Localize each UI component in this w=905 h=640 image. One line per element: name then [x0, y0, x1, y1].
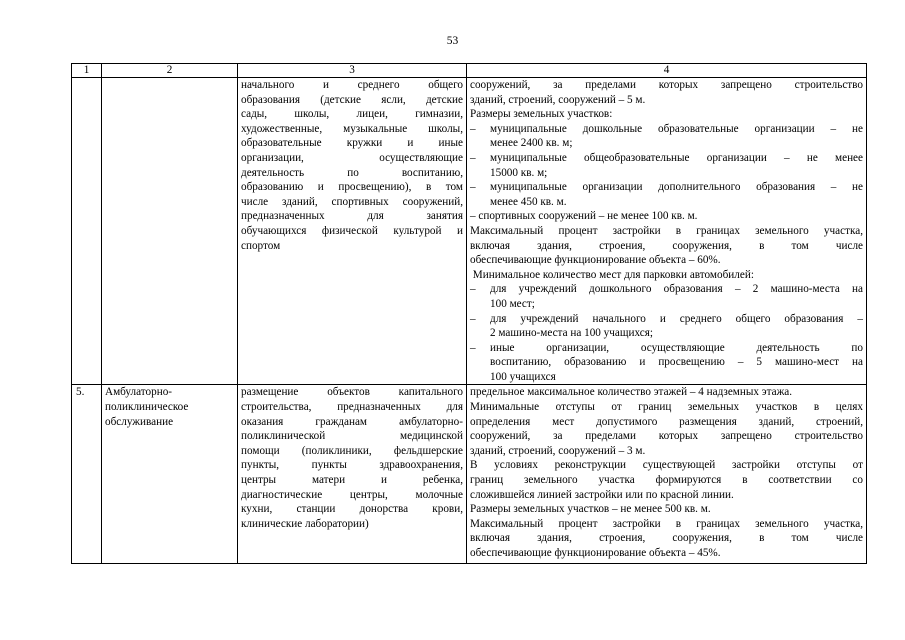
text-line: обслуживание [105, 415, 174, 428]
text-line: организации, осуществляющие [241, 151, 463, 164]
text-line: обеспечивающие функционирование объекта – 45%. [470, 547, 721, 559]
text-line: образования (детские ясли, детские [241, 93, 463, 106]
text-line: зданий, строений, сооружений – 5 м. [470, 93, 646, 106]
text-line: 2 машино-места на 100 учащихся; [490, 327, 653, 340]
text-line: Размеры земельных участков: [470, 108, 613, 121]
text-line: числе зданий, спортивных сооружений, [241, 195, 463, 208]
text-line: зданий, строений, сооружений – 3 м. [470, 444, 646, 457]
text-line: поликлинической медицинской [241, 430, 463, 443]
text-line: обучающихся физической культурой и [241, 224, 463, 237]
parameters-cell [467, 385, 867, 564]
text-line: предназначенных для занятия [241, 210, 463, 223]
text-line: образованию и просвещению), в том [241, 181, 463, 194]
text-line: границ земельного участка формируются в соответствии со [470, 474, 863, 487]
text-line: 100 мест; [490, 297, 535, 310]
table-row [72, 78, 867, 385]
list-item [470, 151, 863, 180]
text-line: предельное максимальное количество этажей – 4 надземных этажа. [470, 386, 793, 399]
text-line: включая здания, строения, сооружения, в том числе [470, 239, 863, 252]
text-line: пункты, пункты здравоохранения, [241, 459, 463, 472]
list-item [470, 312, 863, 341]
table-header-row [72, 64, 867, 78]
list-item-text [490, 180, 863, 209]
list-item [470, 180, 863, 209]
text-line: деятельность по воспитанию, [241, 166, 463, 179]
list-item-text [490, 312, 863, 341]
text-line: художественные, музыкальные школы, [241, 122, 463, 135]
text-line: поликлиническое [105, 401, 189, 414]
text-line: Амбулаторно- [105, 386, 173, 399]
header-cell-4: 4 [467, 64, 867, 78]
text-line: В условиях реконструкции существующей застройки отступы от [470, 459, 863, 472]
text-line: помощи (поликлиники, фельдшерские [241, 444, 463, 457]
text-line: сады, школы, лицеи, гимназии, [241, 108, 463, 121]
land-use-name-cell [102, 78, 238, 385]
text-line: кухни, станции донорства крови, [241, 503, 463, 516]
text-line: для учреждений дошкольного образования – 2 машино-места на [490, 283, 863, 296]
text-line: Размеры земельных участков – не менее 500 кв. м. [470, 503, 711, 516]
list-dash: – [470, 122, 476, 135]
text-line: 15000 кв. м; [490, 166, 548, 179]
text-line: обеспечивающие функционирование объекта – 60%. [470, 254, 721, 267]
row-number-cell [72, 78, 102, 385]
text-line: включая здания, строения, сооружения, в том числе [470, 532, 863, 545]
text-line: Минимальные отступы от границ земельных участков в целях [470, 401, 863, 414]
text-line: менее 2400 кв. м; [490, 137, 573, 150]
text-line: муниципальные организации дополнительного образования – не [490, 181, 863, 194]
list-dash: – [470, 151, 476, 164]
text-line: для учреждений начального и среднего общего образования – [490, 312, 863, 325]
row-number-cell: 5. [72, 385, 102, 564]
list-dash: – [470, 283, 476, 296]
list-item [470, 341, 863, 385]
parameters-cell [467, 78, 867, 385]
text-line: диагностические центры, молочные [241, 488, 463, 501]
header-cell-1: 1 [72, 64, 102, 78]
text-line: иные организации, осуществляющие деятельность по [490, 341, 863, 354]
text-line: сооружений, за пределами которых запрещено строительство [470, 79, 863, 91]
header-cell-3: 3 [238, 64, 467, 78]
list-item-text [490, 282, 863, 311]
text-line: муниципальные дошкольные образовательные организации – не [490, 122, 863, 135]
text-line: Максимальный процент застройки в границах земельного участка, [470, 517, 863, 530]
list-dash: – [470, 181, 476, 194]
text-line: клинические лаборатории) [241, 517, 369, 530]
land-use-description-cell [238, 78, 467, 385]
list-item-text [490, 341, 863, 385]
text-line: спортом [241, 239, 281, 252]
page-number: 53 [446, 35, 459, 47]
text-line: воспитанию, образованию и просвещению – 5 машино-мест на [490, 356, 863, 369]
list-item [470, 122, 863, 151]
list-item [470, 282, 863, 311]
text-line: размещение объектов капитального [241, 386, 463, 399]
list-item-text [490, 122, 863, 151]
text-line: сложившейся линией застройки или по красной линии. [470, 488, 734, 501]
text-line: строительства, предназначенных для [241, 401, 463, 414]
text-line: сооружений, за пределами которых запрещено строительство [470, 430, 863, 443]
text-line: образовательные кружки и иные [241, 137, 463, 150]
parking-title: Минимальное количество мест для парковки автомобилей: [470, 268, 754, 281]
sport-size-line: – спортивных сооружений – не менее 100 кв. м. [470, 210, 698, 223]
zoning-table [71, 63, 867, 564]
land-use-name-cell [102, 385, 238, 564]
table-row [72, 385, 867, 564]
land-use-description-cell [238, 385, 467, 564]
text-line: Максимальный процент застройки в границах земельного участка, [470, 224, 863, 237]
text-line: менее 450 кв. м. [490, 195, 567, 208]
text-line: 100 учащихся [490, 370, 556, 383]
text-line: определения мест допустимого размещения зданий, строений, [470, 415, 863, 428]
text-line: начального и среднего общего [241, 79, 463, 91]
list-dash: – [470, 341, 476, 354]
list-item-text [490, 151, 863, 180]
text-line: оказания гражданам амбулаторно- [241, 415, 463, 428]
list-dash: – [470, 312, 476, 325]
text-line: центры матери и ребенка, [241, 474, 463, 487]
text-line: муниципальные общеобразовательные организации – не менее [490, 151, 863, 164]
header-cell-2: 2 [102, 64, 238, 78]
